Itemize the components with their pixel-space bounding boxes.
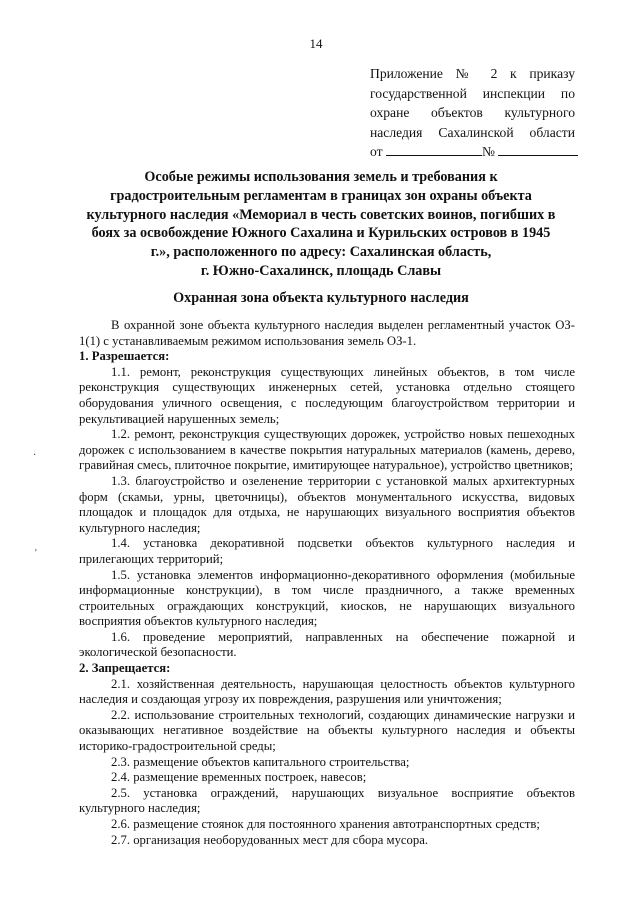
from-label: от	[370, 144, 383, 159]
page-number: 14	[309, 36, 323, 51]
title-line: г.», расположенного по адресу: Сахалинская область,	[150, 244, 492, 261]
title-line: г. Южно-Сахалинск, площадь Славы	[200, 262, 442, 279]
allowed-item: 1.4. установка декоративной подсветки объектов культурного наследия и прилегающих территорий;	[79, 536, 575, 566]
forbidden-item: 2.4. размещение временных построек, навесов;	[111, 770, 367, 785]
allowed-item: 1.2. ремонт, реконструкция существующих дорожек, устройство новых пешеходных дорожек с использованием в качестве покрытия натуральных материалов (камень, дерево, гравийная смесь, плиточное покрытие, имитирующее натуральное), устройство цветников;	[79, 427, 575, 473]
allowed-item: 1.5. установка элементов информационно-декоративного оформления (мобильные информационные конструкции), в том числе праздничного, а также временных строительных ограждающих конструкций, киосков, не нарушающих визуального восприятия объектов культурного наследия;	[79, 567, 575, 629]
allowed-heading: 1. Разрешается:	[79, 349, 170, 364]
allowed-item: 1.3. благоустройство и озеленение территории с установкой малых архитектурных форм (скамьи, урны, цветочницы), объектов монументального искусства, видовых площадок и площадок для отдыха, не нарушающих визуального восприятия объектов культурного наследия;	[79, 473, 575, 535]
forbidden-item: 2.1. хозяйственная деятельность, нарушающая целостность объектов культурного наследия и создающая угрозу их повреждения, разрушения или уничтожения;	[79, 676, 575, 707]
appendix-date-line	[370, 142, 575, 162]
document-body	[79, 318, 575, 848]
title-line: боях за освобождение Южного Сахалина и Курильских островов в 1945	[91, 225, 551, 242]
forbidden-heading: 2. Запрещается:	[79, 661, 171, 676]
appendix-block	[370, 64, 575, 162]
scan-speck: '	[35, 548, 37, 559]
scan-speck: ·	[33, 450, 37, 461]
document-title	[66, 168, 576, 281]
forbidden-item: 2.7. организация необорудованных мест для сбора мусора.	[111, 832, 429, 847]
appendix-line: наследия Сахалинской области	[370, 124, 575, 140]
forbidden-item: 2.5. установка ограждений, нарушающих визуальное восприятие объектов культурного наследия;	[79, 785, 575, 816]
forbidden-item: 2.6. размещение стоянок для постоянного хранения автотранспортных средств;	[111, 817, 540, 831]
forbidden-item: 2.2. использование строительных технологий, создающих динамические нагрузки и оказывающих негативное воздействие на объекты культурного наследия и объекты историко-градостроительной среды;	[79, 707, 575, 754]
title-line: Особые режимы использования земель и требования к	[144, 169, 498, 185]
title-line: градостроительным регламентам в границах зон охраны объекта	[110, 187, 532, 204]
number-label: №	[481, 144, 495, 159]
date-blank	[386, 144, 482, 156]
number-blank	[498, 144, 578, 156]
allowed-item: 1.6. проведение мероприятий, направленных на обеспечение пожарной и экологической безопасности.	[79, 629, 575, 660]
appendix-line: охране объектов культурного	[370, 105, 575, 120]
appendix-line: государственной инспекции по	[370, 85, 575, 101]
title-line: культурного наследия «Мемориал в честь советских воинов, погибших в	[86, 206, 556, 223]
appendix-line: Приложение № 2 к приказу	[370, 66, 575, 81]
section-title: Охранная зона объекта культурного наследия	[173, 290, 469, 306]
allowed-item: 1.1. ремонт, реконструкция существующих линейных объектов, в том числе реконструкция существующих инженерных сетей, установка отдельно стоящего оборудования уличного освещения, с последующим благоустройством территории и рекультивацией нарушенных земель;	[79, 364, 575, 426]
intro-paragraph: В охранной зоне объекта культурного наследия выделен регламентный участок ОЗ- 1(1) с устанавливаемым режимом использования земель ОЗ-1.	[79, 318, 575, 348]
forbidden-item: 2.3. размещение объектов капитального строительства;	[111, 754, 410, 769]
